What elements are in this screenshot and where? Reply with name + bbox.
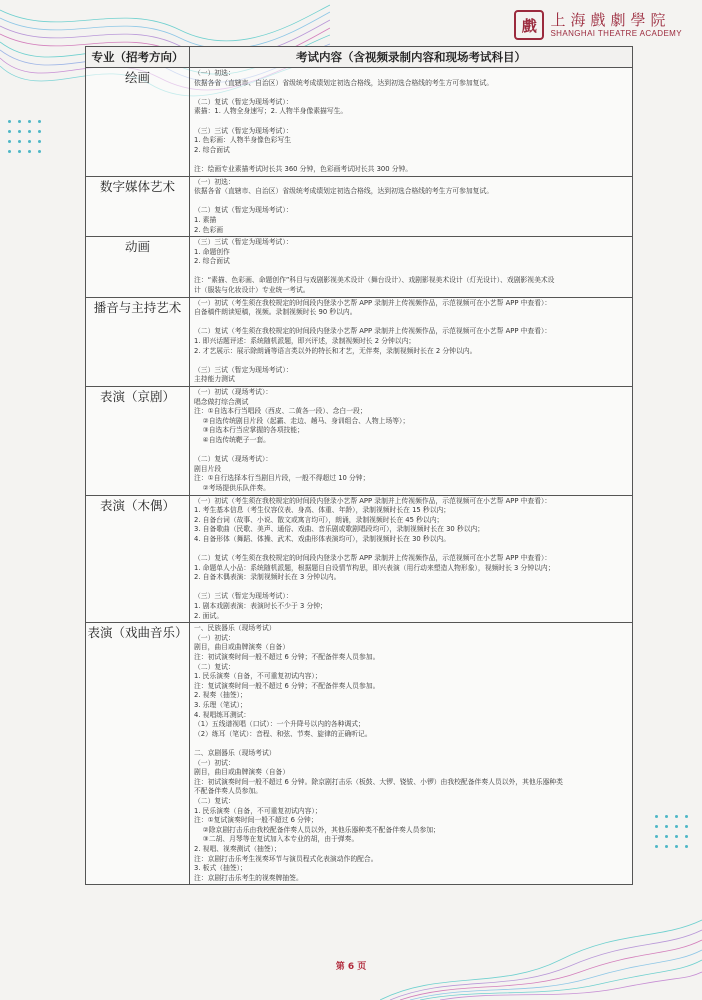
table-row — [86, 495, 633, 623]
content-line: 注：“素描、色彩画、命题创作”科目与戏剧影视美术设计（舞台设计）、戏剧影视美术设计（灯光设计）、戏剧影视美术设 — [194, 276, 555, 285]
content-line — [194, 197, 628, 207]
header-content: 考试内容（含视频录制内容和现场考试科目） — [190, 47, 633, 68]
content-line: 2. 综合面试 — [194, 145, 230, 154]
content-line — [194, 356, 628, 366]
major-name: 数字媒体艺术 — [86, 176, 190, 237]
content-line: （二）复试： — [194, 796, 235, 805]
content-line: 2. 色彩画 — [194, 225, 224, 234]
content-line: 注：①复试演奏时间一般不超过 6 分钟； — [194, 816, 318, 825]
major-name: 表演（京剧） — [86, 387, 190, 496]
table-row — [86, 68, 633, 177]
content-line: （2）练耳（笔试）：音程、和弦、节奏、旋律的正确听记。 — [194, 729, 372, 738]
content-line: 计（服装与化妆设计）专业统一考试。 — [194, 286, 310, 295]
academy-name-cn: 上海戲劇學院 — [550, 11, 671, 29]
academy-logo — [514, 10, 682, 40]
table-row — [86, 237, 633, 298]
content-line: 注：①自行选择本行当剧目片段，一般不得超过 10 分钟； — [194, 474, 370, 483]
content-line: 1. 素描 — [194, 215, 217, 224]
content-line: 注：①自选本行当唱段（西皮、二黄各一段）、念白一段； — [194, 407, 367, 416]
content-line: （二）复试（暂定为现场考试）： — [194, 97, 293, 106]
content-line — [194, 583, 628, 593]
content-line: （1）五线谱视唱（口试）：一个升降号以内的各种调式； — [194, 720, 365, 729]
exam-content-cell — [190, 495, 633, 623]
content-line: 3. 乐理（笔试）； — [194, 701, 247, 709]
content-line: ④自选传统靶子一套。 — [194, 435, 270, 444]
content-line: 注：复试演奏时间一般不超过 6 分钟；不配备伴奏人员参加。 — [194, 681, 380, 690]
content-line: 主持能力测试 — [194, 375, 235, 384]
content-line: 2. 自备木偶表演：录制视频时长在 3 分钟以内。 — [194, 573, 341, 582]
content-line: 2. 面试。 — [194, 611, 224, 620]
major-name: 播音与主持艺术 — [86, 297, 190, 386]
content-line: 1. 民乐演奏（自备，不可重复初试内容）； — [194, 806, 322, 815]
major-name: 动画 — [86, 237, 190, 298]
page-number: 第 6 页 — [335, 962, 367, 972]
content-line: （三）三试（暂定为现场考试）： — [194, 126, 293, 135]
content-line — [194, 318, 628, 328]
exam-content-cell — [190, 387, 633, 496]
content-line: ③自选本行当应掌握的各项技能； — [194, 426, 304, 435]
content-line: 1. 即兴话题评述：系统随机派题，即兴评述，录制视频时长 2 分钟以内； — [194, 337, 416, 346]
content-line — [194, 267, 628, 277]
content-line: （一）初试（考生须在我校规定的时间段内登录小艺帮 APP 录制并上传视频作品，示范视频可在小艺帮 APP 中查看）： — [194, 496, 552, 505]
decorative-dots-right — [655, 815, 695, 865]
table-row — [86, 623, 633, 885]
content-line: 4. 自备形体（舞蹈、体操、武术、戏曲形体表演均可），录制视频时长在 30 秒以内。 — [194, 534, 451, 543]
content-line: 依据各省（直辖市、自治区）省级统考成绩划定初选合格线，达到初选合格线的考生方可参加复试。 — [194, 78, 494, 87]
content-line: 依据各省（直辖市、自治区）省级统考成绩划定初选合格线，达到初选合格线的考生方可参加复试。 — [194, 187, 494, 196]
table-row — [86, 387, 633, 496]
exam-content-cell — [190, 68, 633, 177]
content-line: 1. 色彩画：人物半身像色彩写生 — [194, 136, 292, 145]
content-line: 1. 命题创作 — [194, 247, 230, 256]
content-line: 剧目，曲目或曲牌演奏（自备） — [194, 643, 290, 652]
content-line — [194, 117, 628, 127]
exam-content-cell — [190, 623, 633, 885]
content-line: （三）三试（暂定为现场考试）： — [194, 592, 293, 601]
exam-content-cell — [190, 176, 633, 237]
content-line: 1. 剧本戏剧表演：表演时长不少于 3 分钟； — [194, 602, 327, 611]
content-line: （一）初试（现场考试）： — [194, 388, 273, 396]
table-row — [86, 297, 633, 386]
decorative-wave-bottom-right — [380, 880, 702, 1000]
content-line: 注：初试演奏时间一般不超过 6 分钟；不配备伴奏人员参加。 — [194, 653, 380, 662]
content-line: （三）三试（暂定为现场考试）： — [194, 365, 293, 374]
content-line — [194, 446, 628, 456]
exam-content-table — [85, 46, 633, 885]
academy-logo-icon: 戲 — [514, 10, 544, 40]
content-line: 1. 命题单人小品：系统随机派题，根据题目自设情节构思，即兴表演（用行动来塑造人物形象），视频时长 3 分钟以内； — [194, 563, 555, 572]
table-row — [86, 176, 633, 237]
content-line: （一）初试： — [194, 633, 235, 642]
content-line: （二）复试（考生须在我校规定的时间段内登录小艺帮 APP 录制并上传视频作品，示范视频可在小艺帮 APP 中查看）： — [194, 327, 552, 336]
decorative-dots-left — [8, 120, 48, 170]
content-line: 注：京剧打击乐考生视奏环节与演员程式化表演动作的配合。 — [194, 854, 378, 863]
content-line — [194, 155, 628, 165]
content-line — [194, 739, 628, 749]
content-line: 素描：1. 人物全身速写；2. 人物半身像素描写生。 — [194, 107, 348, 116]
content-line: 2. 才艺展示：展示除朗诵等语言类以外的特长和才艺，无伴奏，录制视频时长在 2 分钟以内。 — [194, 346, 477, 355]
content-line: ②除京剧打击乐由我校配备伴奏人员以外，其他乐器种类不配备伴奏人员参加； — [194, 825, 440, 834]
content-line: 注：京剧打击乐考生的视奏牌抽签。 — [194, 873, 303, 882]
header-major: 专业（招考方向） — [86, 47, 190, 68]
content-line: 2. 自备台词（故事、小说、散文或寓言均可），朗诵，录制视频时长在 45 秒以内； — [194, 515, 444, 524]
content-line: 剧目片段 — [194, 464, 222, 473]
content-line: （二）复试（暂定为现场考试）： — [194, 206, 293, 215]
content-line: 自备稿件朗读短稿，视频。录制视频时长 90 秒以内。 — [194, 308, 357, 317]
content-line: 注：初试演奏时间一般不超过 6 分钟。除京剧打击乐（板鼓、大锣、铙钹、小锣）由我校配备伴奏人员以外，其他乐器种类 — [194, 777, 563, 786]
content-line: （二）复试： — [194, 662, 235, 671]
major-name: 表演（戏曲音乐） — [86, 623, 190, 885]
content-line: 二、京剧器乐（现场考试） — [194, 748, 276, 757]
content-line: （一）初选： — [194, 177, 235, 186]
content-line: 剧目，曲目或曲牌演奏（自备） — [194, 768, 290, 777]
content-line: 1. 考生基本信息（考生仪容仪表、身高、体重、年龄），录制视频时长在 15 秒以内； — [194, 506, 451, 515]
content-line: 2. 视奏（抽签）； — [194, 691, 247, 700]
content-line: （二）复试（现场考试）： — [194, 455, 273, 464]
content-line: （一）初选： — [194, 69, 235, 77]
major-name: 表演（木偶） — [86, 495, 190, 623]
content-line: 3. 自备歌曲（民歌、美声、通俗、戏曲、音乐剧或歌剧唱段均可），录制视频时长在 30 秒以内； — [194, 525, 485, 534]
content-line: 2. 综合面试 — [194, 257, 230, 266]
table-header-row — [86, 47, 633, 68]
major-name: 绘画 — [86, 68, 190, 177]
content-line: 4. 视唱练耳测试： — [194, 710, 251, 719]
content-line — [194, 545, 628, 555]
content-line: （二）复试（考生须在我校规定的时间段内登录小艺帮 APP 录制并上传视频作品，示范视频可在小艺帮 APP 中查看）： — [194, 554, 552, 563]
content-line: ②考场提供乐队伴奏。 — [194, 483, 270, 492]
content-line: （一）初试（考生须在我校规定的时间段内登录小艺帮 APP 录制并上传视频作品，示范视频可在小艺帮 APP 中查看）： — [194, 298, 552, 307]
content-line: 1. 民乐演奏（自备，不可重复初试内容）； — [194, 672, 322, 681]
academy-name-en: SHANGHAI THEATRE ACADEMY — [550, 29, 682, 38]
content-line: 2. 视唱、视奏测试（抽签）； — [194, 844, 281, 853]
content-line: 不配备伴奏人员参加。 — [194, 787, 262, 796]
content-line: （一）初试： — [194, 758, 235, 767]
content-line: ③二胡、月琴等在复试加入本专业的胡，由于弹奏。 — [194, 835, 359, 844]
content-line: 注：绘画专业素描考试时长共 360 分钟，色彩画考试时长共 300 分钟。 — [194, 164, 413, 173]
content-line: （三）三试（暂定为现场考试）： — [194, 238, 293, 247]
content-line: 3. 板式（抽签）； — [194, 864, 247, 873]
content-line — [194, 88, 628, 98]
content-line: 唱念做打综合测试 — [194, 397, 249, 406]
exam-content-cell — [190, 237, 633, 298]
content-line: 一、民族器乐（现场考试） — [194, 624, 276, 633]
exam-content-cell — [190, 297, 633, 386]
content-line: ②自选传统剧目片段（起霸、走边、趟马、身训组合、人物上场等）； — [194, 416, 410, 425]
